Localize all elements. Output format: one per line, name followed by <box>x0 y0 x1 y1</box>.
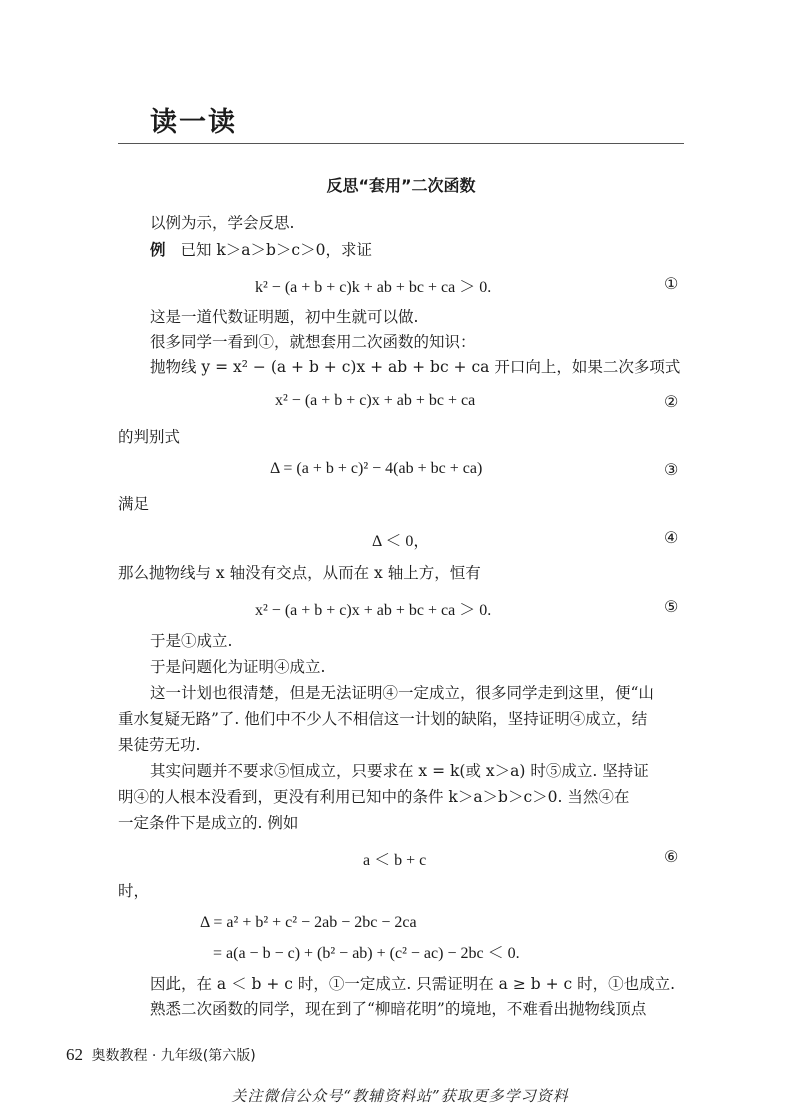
book-title: 奥数教程 · 九年级(第六版) <box>91 1048 256 1064</box>
text-line: 这一计划也很清楚，但是无法证明④一定成立，很多同学走到这里，便“山 <box>150 684 654 702</box>
watermark-text: 关注微信公众号“教辅资料站”获取更多学习资料 <box>231 1087 569 1105</box>
text-line: 于是问题化为证明④成立. <box>150 658 326 676</box>
equation-3: Δ = (a + b + c)² − 4(ab + bc + ca) <box>270 460 483 477</box>
equation-5: x² − (a + b + c)x + ab + bc + ca ＞ 0. <box>255 602 492 619</box>
text-line: 抛物线 y = x² − (a + b + c)x + ab + bc + ca 开口向上，如果二次多项式 <box>150 358 681 376</box>
equation-number-4: ④ <box>664 528 679 547</box>
page-number: 62 <box>66 1045 83 1064</box>
header-divider <box>118 143 684 144</box>
equation-6: a ＜ b + c <box>363 852 427 869</box>
text-line: 这是一道代数证明题，初中生就可以做. <box>150 308 419 326</box>
equation-number-1: ① <box>664 274 679 293</box>
text-line: 因此，在 a ＜ b + c 时，①一定成立. 只需证明在 a ≥ b + c 时，①也成立. <box>150 975 676 993</box>
page-footer <box>66 1045 256 1065</box>
text-line: 满足 <box>118 495 150 513</box>
section-title: 读一读 <box>150 107 237 138</box>
text-line: 一定条件下是成立的. 例如 <box>118 814 299 832</box>
equation-number-5: ⑤ <box>664 597 679 616</box>
equation-4: Δ ＜ 0， <box>372 533 430 550</box>
equation-8: = a(a − b − c) + (b² − ab) + (c² − ac) − 2bc ＜ 0. <box>213 945 520 962</box>
equation-number-2: ② <box>664 392 679 411</box>
example-line <box>150 240 372 260</box>
text-line: 时， <box>118 882 150 900</box>
text-line: 果徒劳无功. <box>118 736 201 754</box>
example-label: 例 <box>150 241 166 259</box>
text-line: 那么抛物线与 x 轴没有交点，从而在 x 轴上方，恒有 <box>118 564 481 582</box>
text-line: 明④的人根本没看到，更没有利用已知中的条件 k＞a＞b＞c＞0. 当然④在 <box>118 788 630 806</box>
article-title: 反思“套用”二次函数 <box>326 176 476 195</box>
text-line: 其实问题并不要求⑤恒成立，只要求在 x = k(或 x＞a) 时⑤成立. 坚持证 <box>150 762 649 780</box>
example-text: 已知 k＞a＞b＞c＞0，求证 <box>180 241 372 259</box>
equation-1: k² − (a + b + c)k + ab + bc + ca ＞ 0. <box>255 279 492 296</box>
equation-7: Δ = a² + b² + c² − 2ab − 2bc − 2ca <box>200 914 417 931</box>
text-line: 很多同学一看到①，就想套用二次函数的知识： <box>150 333 476 351</box>
equation-2: x² − (a + b + c)x + ab + bc + ca <box>275 392 476 409</box>
text-line: 重水复疑无路”了. 他们中不少人不相信这一计划的缺陷，坚持证明④成立，结 <box>118 710 648 728</box>
intro-line: 以例为示，学会反思. <box>150 214 295 232</box>
text-line: 熟悉二次函数的同学，现在到了“柳暗花明”的境地，不难看出抛物线顶点 <box>150 1000 647 1018</box>
text-line: 于是①成立. <box>150 632 233 650</box>
equation-number-6: ⑥ <box>664 847 679 866</box>
text-line: 的判别式 <box>118 428 181 446</box>
equation-number-3: ③ <box>664 460 679 479</box>
